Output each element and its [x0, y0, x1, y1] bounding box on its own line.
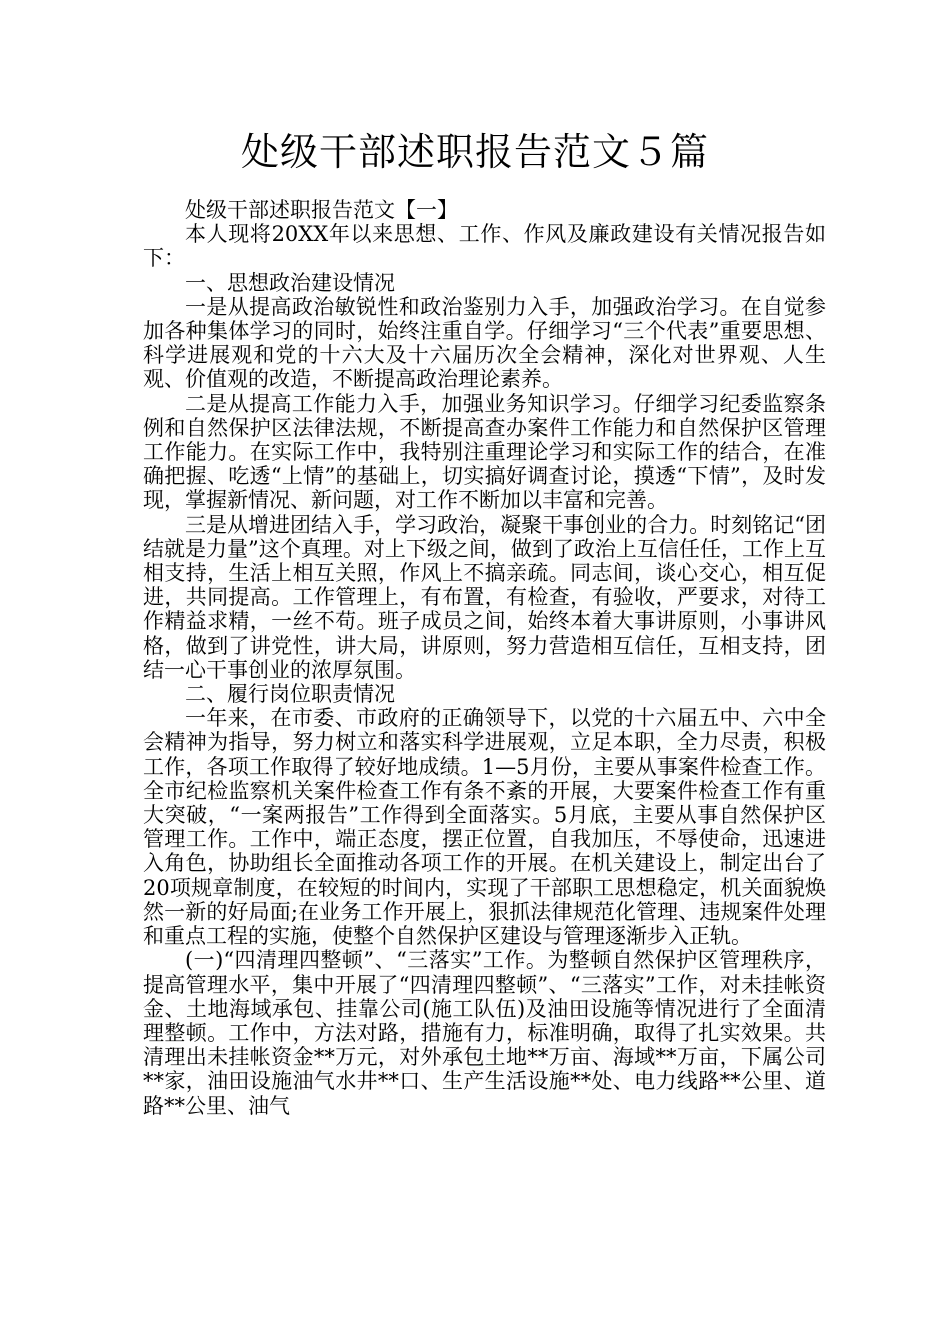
- paragraph: 一是从提高政治敏锐性和政治鉴别力入手，加强政治学习。在自觉参加各种集体学习的同时，始终注重自学。仔细学习“三个代表”重要思想、科学进展观和党的十六大及十六届历次全会精神，深化对世界观、人生观、价值观的改造，不断提高政治理论素养。: [143, 294, 826, 392]
- paragraph: 三是从增进团结入手，学习政治，凝聚干事创业的合力。时刻铭记“团结就是力量”这个真理。对上下级之间，做到了政治上互信任任，工作上互相支持，生活上相互关照，作风上不搞亲疏。同志间，谈心交心，相互促进，共同提高。工作管理上，有布置，有检查，有验收，严要求，对待工作精益求精，一丝不苟。班子成员之间，始终本着大事讲原则，小事讲风格，做到了讲党性，讲大局，讲原则，努力营造相互信任，互相支持，团结一心干事创业的浓厚氛围。: [143, 512, 826, 682]
- document-title: 处级干部述职报告范文５篇: [240, 130, 709, 174]
- paragraph: 二是从提高工作能力入手，加强业务知识学习。仔细学习纪委监察条例和自然保护区法律法规，不断提高查办案件工作能力和自然保护区管理工作能力。在实际工作中，我特别注重理论学习和实际工作的结合，在准确把握、吃透“上情”的基础上，切实搞好调查讨论，摸透“下情”，及时发现，掌握新情况、新问题，对工作不断加以丰富和完善。: [143, 391, 826, 513]
- paragraph-heading-1: 一、思想政治建设情况: [185, 270, 395, 295]
- paragraph-heading-2: 二、履行岗位职责情况: [185, 682, 395, 707]
- document-body: [143, 198, 826, 1118]
- paragraph-intro: 本人现将20XX年以来思想、工作、作风及廉政建设有关情况报告如下：: [143, 222, 826, 271]
- paragraph: (一)“四清理四整顿”、“三落实”工作。为整顿自然保护区管理秩序，提高管理水平，集中开展了“四清理四整顿”、“三落实”工作，对未挂帐资金、土地海域承包、挂靠公司(施工队伍)及油田设施等情况进行了全面清理整顿。工作中，方法对路，措施有力，标准明确，取得了扎实效果。共清理出未挂帐资金**万元，对外承包土地**万亩、海域**万亩，下属公司**家，油田设施油气水井**口、生产生活设施**处、电力线路**公里、道路**公里、油气: [143, 948, 826, 1118]
- paragraph: 一年来，在市委、市政府的正确领导下，以党的十六届五中、六中全会精神为指导，努力树立和落实科学进展观，立足本职，全力尽责，积极工作，各项工作取得了较好地成绩。1—5月份，主要从事案件检查工作。全市纪检监察机关案件检查工作有条不紊的开展，大要案件检查工作有重大突破，“一案两报告”工作得到全面落实。5月底，主要从事自然保护区管理工作。工作中，端正态度，摆正位置，自我加压，不辱使命，迅速进入角色，协助组长全面推动各项工作的开展。在机关建设上，制定出台了20项规章制度，在较短的时间内，实现了干部职工思想稳定，机关面貌焕然一新的好局面;在业务工作开展上，狠抓法律规范化管理、违规案件处理和重点工程的实施，使整个自然保护区建设与管理逐渐步入正轨。: [143, 706, 826, 949]
- paragraph-section-heading: 处级干部述职报告范文【一】: [185, 198, 458, 222]
